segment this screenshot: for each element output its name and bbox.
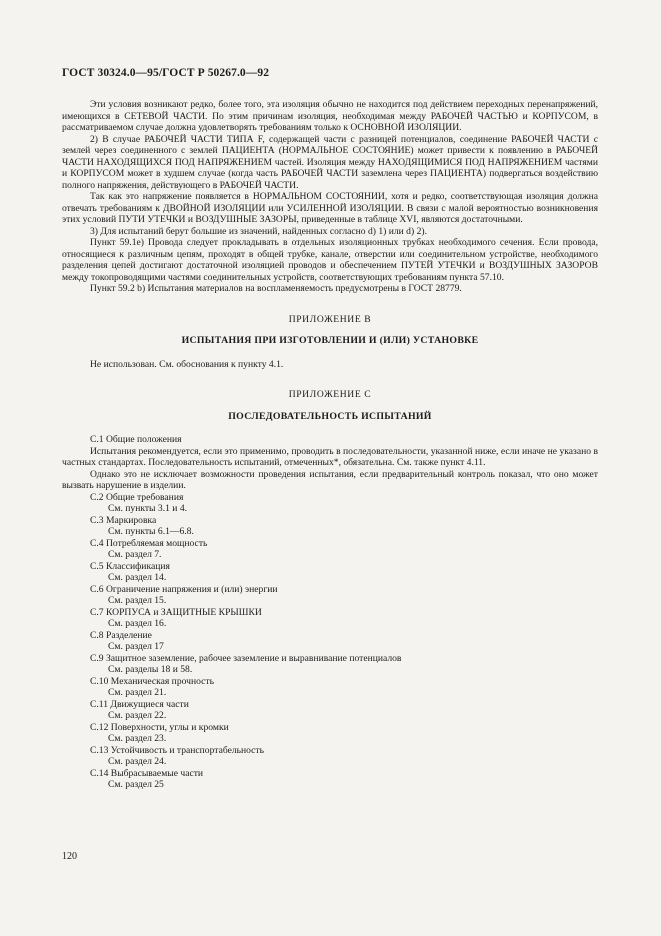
list-item-title: С.12 Поверхности, углы и кромки: [90, 721, 229, 733]
list-item-ref: См. раздел 7.: [108, 549, 162, 560]
document-body: [62, 99, 598, 791]
appendix-c-title: ПРИЛОЖЕНИЕ С: [288, 389, 372, 400]
appendix-b-title: ПРИЛОЖЕНИЕ В: [288, 313, 372, 325]
paragraph: Пункт 59.2 b) Испытания материалов на воспламеняемость предусмотрены в ГОСТ 28779.: [90, 283, 462, 294]
paragraph: Так как это напряжение появляется в НОРМАЛЬНОМ СОСТОЯНИИ, хотя и редко, соответствующая изоляция должна отвечать требованиям к ДВОЙНОЙ ИЗОЛЯЦИИ или УСИЛЕННОЙ ИЗОЛЯЦИИ. В связи с малой вероятностью возникновения этих условий ПУТИ УТЕЧКИ и ВОЗДУШНЫЕ ЗАЗОРЫ, приведенные в таблице XVI, являются достаточными.: [62, 191, 598, 225]
list-item-ref: См. раздел 16.: [108, 618, 167, 629]
appendix-b-subtitle: ИСПЫТАНИЯ ПРИ ИЗГОТОВЛЕНИИ И (ИЛИ) УСТАНОВКЕ: [181, 335, 479, 346]
paragraph: 2) В случае РАБОЧЕЙ ЧАСТИ ТИПА F, содержащей части с разницей потенциалов, соединение РАБОЧЕЙ ЧАСТИ с землей через соединенного с землей ПАЦИЕНТА (НОРМАЛЬНОЕ СОСТОЯНИЕ) может привести к появлению в РАБОЧЕЙ ЧАСТИ НАХОДЯЩИХСЯ ПОД НАПРЯЖЕНИЕМ частей. Изоляция между НАХОДЯЩИМИСЯ ПОД НАПРЯЖЕНИЕМ частями и КОРПУСОМ может в худшем случае (когда часть РАБОЧЕЙ ЧАСТИ заземлена через ПАЦИЕНТА) подвергаться воздействию полного напряжения, действующего в РАБОЧЕЙ ЧАСТИ.: [62, 133, 598, 191]
list-item-ref: См. раздел 24.: [108, 756, 167, 767]
list-item-title: С.6 Ограничение напряжения и (или) энергии: [90, 583, 278, 595]
list-item-ref: См. пункты 3.1 и 4.: [108, 503, 188, 514]
list-item-ref: См. раздел 17: [108, 641, 164, 652]
list-item-title: С.7 КОРПУСА и ЗАЩИТНЫЕ КРЫШКИ: [90, 606, 262, 618]
list-item-ref: См. раздел 15.: [108, 595, 167, 606]
paragraph: Пункт 59.1е) Провода следует прокладывать в отдельных изоляционных трубках необходимого сечения. Если провода, относящиеся к различным цепям, проходят в общей трубке, канале, отверстии или соединительном устройстве, необходимого разделения цепей достигают достаточной изоляцией проводов и обеспечением ПУТЕЙ УТЕЧКИ и ВОЗДУШНЫХ ЗАЗОРОВ между токопроводящими частями соединительных устройств, соответствующих требованиям пункта 57.10.: [62, 237, 598, 283]
test-sequence-list: [62, 492, 598, 791]
list-item-ref: См. раздел 25: [108, 779, 164, 790]
list-item-ref: См. раздел 23.: [108, 733, 167, 744]
list-item-title: С.9 Защитное заземление, рабочее заземление и выравнивание потенциалов: [90, 652, 402, 664]
list-item-ref: См. раздел 14.: [108, 572, 167, 583]
list-item-title: С.5 Классификация: [90, 560, 170, 572]
list-item-ref: См. раздел 22.: [108, 710, 167, 721]
list-item-title: С.10 Механическая прочность: [90, 675, 214, 687]
list-item-title: С.14 Выбрасываемые части: [90, 767, 204, 779]
list-item-title: С.2 Общие требования: [90, 491, 184, 503]
list-item-title: С.4 Потребляемая мощность: [90, 537, 208, 549]
appendix-c-subtitle: ПОСЛЕДОВАТЕЛЬНОСТЬ ИСПЫТАНИЙ: [228, 410, 432, 422]
document-header: ГОСТ 30324.0—95/ГОСТ Р 50267.0—92: [62, 67, 270, 79]
paragraph: Эти условия возникают редко, более того, эта изоляция обычно не находится под действием переходных перенапряжений, имеющихся в СЕТЕВОЙ ЧАСТИ. По этим причинам изоляция, необходимая между РАБОЧЕЙ ЧАСТЬЮ и КОРПУСОМ, в рассматриваемом случае должна удовлетворять требованиям только к ОСНОВНОЙ ИЗОЛЯЦИИ.: [62, 99, 598, 133]
list-item-title: С.13 Устойчивость и транспортабельность: [90, 744, 264, 756]
list-item-ref: См. раздел 21.: [108, 687, 167, 698]
list-item-title: С.3 Маркировка: [90, 514, 157, 526]
list-item-ref: См. разделы 18 и 58.: [108, 664, 193, 675]
list-item-title: С.11 Движущиеся части: [90, 698, 189, 710]
paragraph: Однако это не исключает возможности проведения испытания, если предварительный контроль показал, что оно может вызвать нарушение в изделии.: [62, 468, 598, 491]
list-item-title: С.8 Разделение: [90, 629, 152, 641]
paragraph: Испытания рекомендуется, если это применимо, проводить в последовательности, указанной ниже, если иначе не указано в частных стандартах. Последовательность испытаний, отмеченных*, обязательна. См. также пункт 4.11.: [62, 445, 598, 468]
section-heading: С.1 Общие положения: [90, 434, 182, 445]
appendix-b-text: Не использован. См. обоснования к пункту 4.1.: [90, 358, 284, 370]
paragraph: 3) Для испытаний берут большие из значений, найденных согласно d) 1) или d) 2).: [90, 225, 427, 237]
page-number: 120: [62, 851, 77, 862]
list-item-ref: См. пункты 6.1—6.8.: [108, 526, 194, 537]
